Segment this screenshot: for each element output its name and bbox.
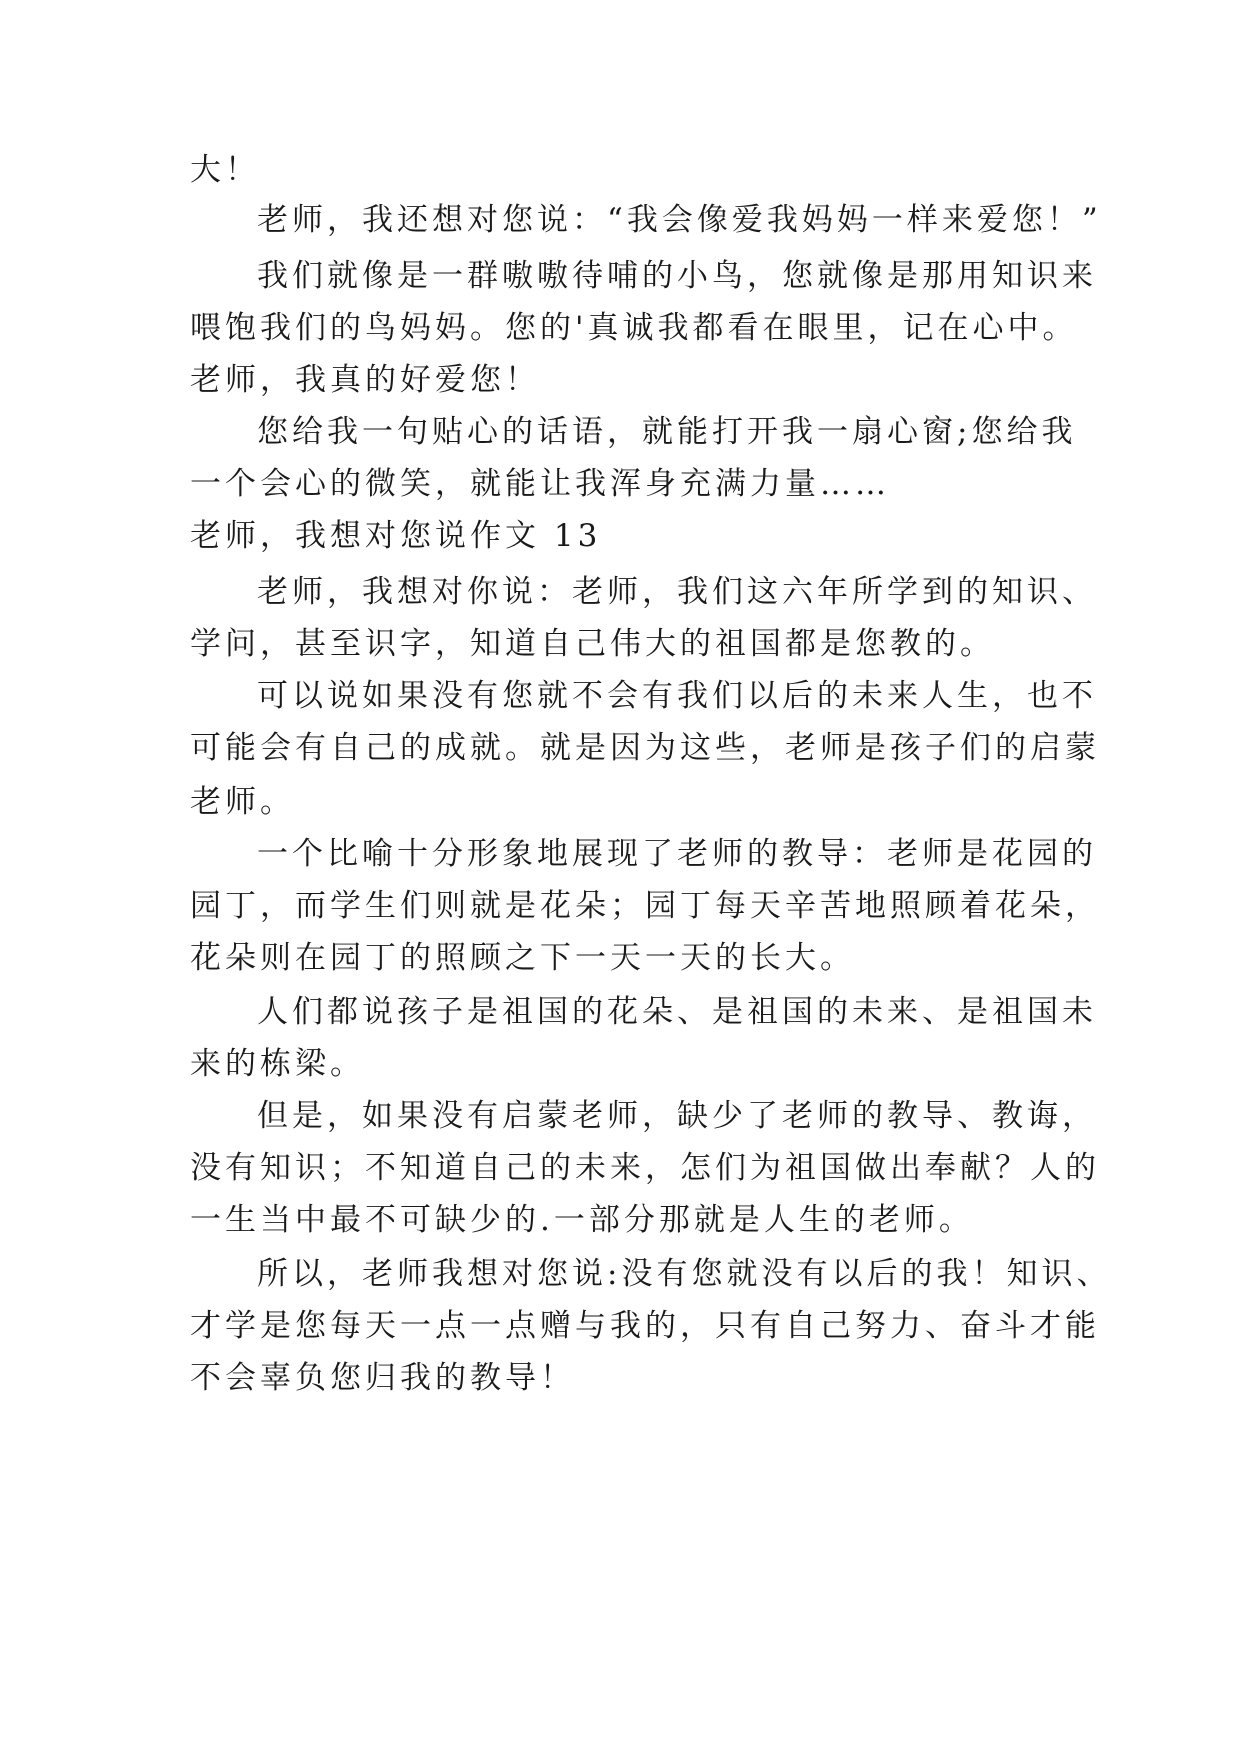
text-line: 一生当中最不可缺少的.一部分那就是人生的老师。: [190, 1202, 974, 1238]
text-line: 老师。: [190, 784, 295, 820]
text-line: 来的栋梁。: [190, 1046, 365, 1082]
text-line: 我们就像是一群嗷嗷待哺的小鸟，您就像是那用知识来: [257, 258, 1097, 294]
text-line: 人们都说孩子是祖国的花朵、是祖国的未来、是祖国未: [257, 994, 1097, 1030]
text-line: 您给我一句贴心的话语，就能打开我一扇心窗;您给我: [257, 414, 1077, 450]
text-line: 学问，甚至识字，知道自己伟大的祖国都是您教的。: [190, 626, 995, 662]
section-heading: 老师，我想对您说作文 13: [190, 518, 602, 554]
text-line: 一个会心的微笑，就能让我浑身充满力量……: [190, 466, 890, 502]
text-line: 可以说如果没有您就不会有我们以后的未来人生，也不: [257, 678, 1097, 714]
text-line: 可能会有自己的成就。就是因为这些，老师是孩子们的启蒙: [190, 730, 1100, 766]
text-line: 但是，如果没有启蒙老师，缺少了老师的教导、教诲，: [257, 1098, 1097, 1134]
text-line: 没有知识；不知道自己的未来，怎们为祖国做出奉献？人的: [190, 1150, 1100, 1186]
text-line: 一个比喻十分形象地展现了老师的教导：老师是花园的: [257, 836, 1097, 872]
text-line: 喂饱我们的鸟妈妈。您的'真诚我都看在眼里，记在心中。: [190, 310, 1078, 346]
text-line: 园丁，而学生们则就是花朵；园丁每天辛苦地照顾着花朵，: [190, 888, 1100, 924]
text-line: 大！: [190, 152, 260, 188]
text-line: 老师，我想对你说：老师，我们这六年所学到的知识、: [257, 574, 1097, 610]
text-line: 老师，我真的好爱您！: [190, 362, 540, 398]
text-line: 所以，老师我想对您说:没有您就没有以后的我！知识、: [257, 1256, 1112, 1292]
text-line: 花朵则在园丁的照顾之下一天一天的长大。: [190, 940, 855, 976]
text-line: 才学是您每天一点一点赠与我的，只有自己努力、奋斗才能: [190, 1308, 1100, 1344]
text-line: 老师，我还想对您说：“我会像爱我妈妈一样来爱您！”: [257, 202, 1102, 238]
text-line: 不会辜负您归我的教导！: [190, 1360, 575, 1396]
